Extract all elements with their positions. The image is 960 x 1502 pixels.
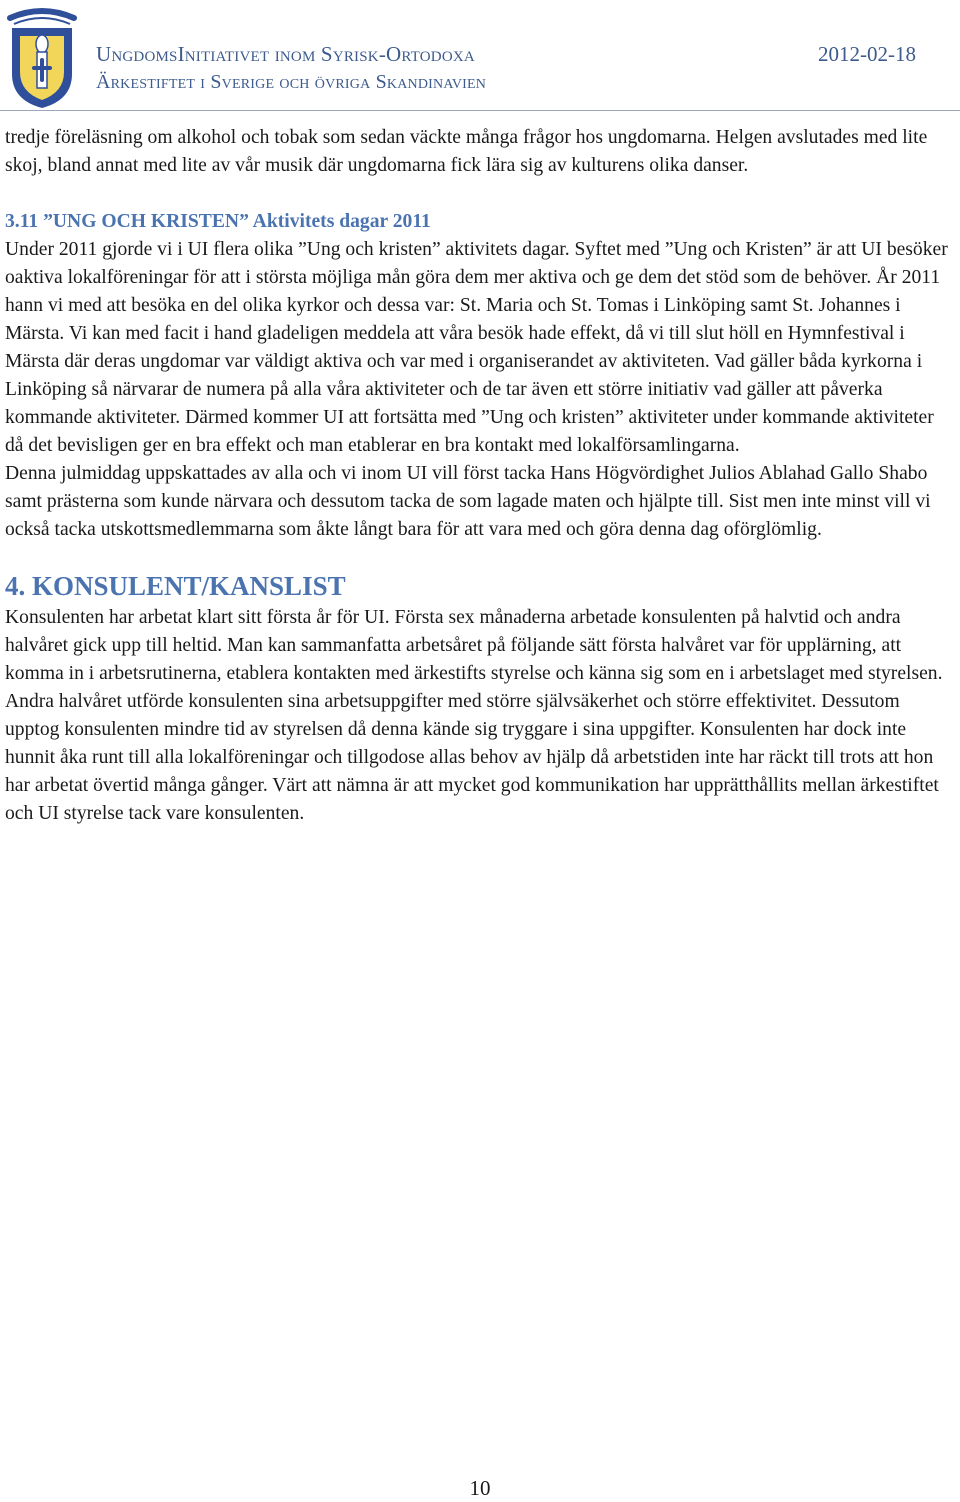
organization-name: UngdomsInitiativet inom Syrisk-Ortodoxa <box>96 42 475 66</box>
header-divider <box>0 110 960 111</box>
section-4-heading: 4. KONSULENT/KANSLIST <box>5 571 346 601</box>
intro-paragraph: tredje föreläsning om alkohol och tobak som sedan väckte många frågor hos ungdomarna. Helgen avslutades med lite skoj, bland annat med lite av vår musik där ungdomarna fick lära sig av kulturens olika danser. <box>5 127 928 176</box>
page-header <box>0 0 960 112</box>
page-number: 10 <box>469 1476 491 1500</box>
organization-subtitle: Ärkestiftet i Sverige och övriga Skandinavien <box>96 71 487 93</box>
section-4-paragraph-1: Konsulenten har arbetat klart sitt första år för UI. Första sex månaderna arbetade konsulenten på halvtid och andra halvåret gick upp till heltid. Man kan sammanfatta arbetsåret på följande sätt första halvåret var för upplärning, att komma in i arbetsrutinerna, etablera kontakten med ärkestifts styrelse och känna sig som en i arbetslaget med styrelsen. Andra halvåret utförde konsulenten sina arbetsuppgifter med större självsäkerhet och större effektivitet. Dessutom upptog konsulenten mindre tid av styrelsen då denna kände sig tryggare i sina uppgifter. Konsulenten har dock inte hunnit åka runt till alla lokalföreningar och tillgodose allas behov av hjälp då arbetstiden inte har räckt till trots att hon har arbetat övertid många gånger. Värt att nämna är att mycket god kommunikation har upprätthållits mellan ärkestiftet och UI styrelse tack vare konsulenten. <box>5 607 943 824</box>
section-3-11-paragraph-1: Under 2011 gjorde vi i UI flera olika ”Ung och kristen” aktivitets dagar. Syftet med ”Ung och Kristen” är att UI besöker oaktiva lokalföreningar för att i största möjliga mån göra dem mer aktiva och ge dem det stöd som de behöver. År 2011 hann vi med att besöka en del olika kyrkor och dessa var: St. Maria och St. Tomas i Linköping samt St. Johannes i Märsta. Vi kan med facit i hand gladeligen meddela att våra besök hade effekt, då vi till slut höll en Hymnfestival i Märsta där deras ungdomar var väldigt aktiva och var med i organiserandet av aktiviteten. Vad gäller båda kyrkorna i Linköping så närvarar de numera på alla våra aktiviteter och de tar även ett större initiativ vad gäller att påverka kommande aktiviteter. Därmed kommer UI att fortsätta med ”Ung och kristen” aktiviteter under kommande aktiviteter då det bevisligen ger en bra effekt och man etablerar en bra kontakt med lokalförsamlingarna. <box>5 239 948 456</box>
section-3-11-heading: 3.11 ”UNG OCH KRISTEN” Aktivitets dagar 2011 <box>5 211 431 232</box>
organization-logo <box>4 4 80 110</box>
document-body <box>5 124 955 828</box>
document-date: 2012-02-18 <box>818 42 916 66</box>
section-3-11-paragraph-2: Denna julmiddag uppskattades av alla och vi inom UI vill först tacka Hans Högvördighet Julios Ablahad Gallo Shabo samt prästerna som kunde närvara och dessutom tacka de som lagade maten och hjälpte till. Sist men inte minst vill vi också tacka utskottsmedlemmarna som åkte långt bara för att vara med och göra denna dag oförglömlig. <box>5 463 931 540</box>
